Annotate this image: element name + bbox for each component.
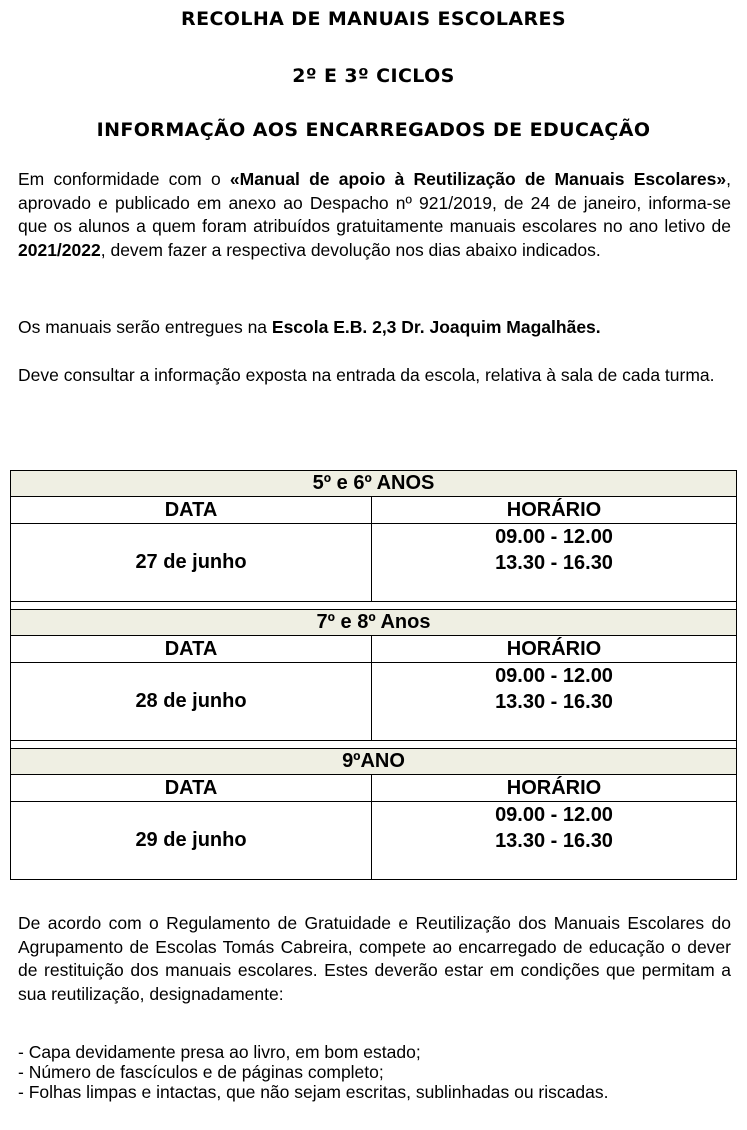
intro-text-2: , aprovado e publicado em anexo ao Despacho nº 921/2019, de 24 de janeiro, informa-se que os alunos a quem foram atribuídos gratuitamente manuais escolares no ano letivo de <box>18 169 731 236</box>
morning-slot: 09.00 - 12.00 <box>495 526 613 548</box>
collection-date: 28 de junho <box>11 663 372 741</box>
intro-paragraph <box>18 168 731 262</box>
intro-text-1: Em conformidade com o <box>18 169 230 189</box>
school-year: 2021/2022 <box>18 239 101 260</box>
delivery-paragraph <box>18 316 731 340</box>
year-group-header: 5º e 6º ANOS <box>11 471 737 497</box>
conditions-list <box>18 1042 608 1102</box>
time-slots <box>372 802 737 880</box>
condition-item: - Folhas limpas e intactas, que não sejam escritas, sublinhadas ou riscadas. <box>18 1082 609 1102</box>
school-name: Escola E.B. 2,3 Dr. Joaquim Magalhães. <box>271 317 601 337</box>
date-column-header: DATA <box>11 775 372 802</box>
year-group-header: 9ºANO <box>11 749 737 775</box>
collection-date: 27 de junho <box>11 524 372 602</box>
intro-text-3: , devem fazer a respectiva devolução nos dias abaixo indicados. <box>100 239 601 260</box>
date-column-header: DATA <box>11 497 372 524</box>
guardians-info-heading: INFORMAÇÃO AOS ENCARREGADOS DE EDUCAÇÃO <box>96 119 651 141</box>
condition-item: - Número de fascículos e de páginas completo; <box>18 1062 384 1082</box>
section-spacer <box>11 741 737 749</box>
year-group-header: 7º e 8º Anos <box>11 610 737 636</box>
date-column-header: DATA <box>11 636 372 663</box>
collection-date: 29 de junho <box>11 802 372 880</box>
consult-paragraph: Deve consultar a informação exposta na entrada da escola, relativa à sala de cada turma. <box>18 365 715 385</box>
time-column-header: HORÁRIO <box>372 775 737 802</box>
delivery-text: Os manuais serão entregues na <box>18 317 272 337</box>
schedule-table <box>10 470 737 880</box>
afternoon-slot: 13.30 - 16.30 <box>495 830 613 852</box>
morning-slot: 09.00 - 12.00 <box>495 804 613 826</box>
section-spacer <box>11 602 737 610</box>
time-column-header: HORÁRIO <box>372 497 737 524</box>
afternoon-slot: 13.30 - 16.30 <box>495 691 613 713</box>
morning-slot: 09.00 - 12.00 <box>495 665 613 687</box>
time-slots <box>372 663 737 741</box>
document-title: RECOLHA DE MANUAIS ESCOLARES <box>181 8 566 30</box>
manual-reference: «Manual de apoio à Reutilização de Manuais Escolares» <box>229 169 727 189</box>
time-slots <box>372 524 737 602</box>
time-column-header: HORÁRIO <box>372 636 737 663</box>
condition-item: - Capa devidamente presa ao livro, em bom estado; <box>18 1042 421 1062</box>
cycles-subtitle: 2º E 3º CICLOS <box>292 65 455 87</box>
regulation-paragraph: De acordo com o Regulamento de Gratuidade e Reutilização dos Manuais Escolares do Agrupamento de Escolas Tomás Cabreira, compete ao encarregado de educação o dever de restituição dos manuais escolares. Estes deverão estar em condições que permitam a sua reutilização, designadamente: <box>18 913 731 1004</box>
afternoon-slot: 13.30 - 16.30 <box>495 552 613 574</box>
